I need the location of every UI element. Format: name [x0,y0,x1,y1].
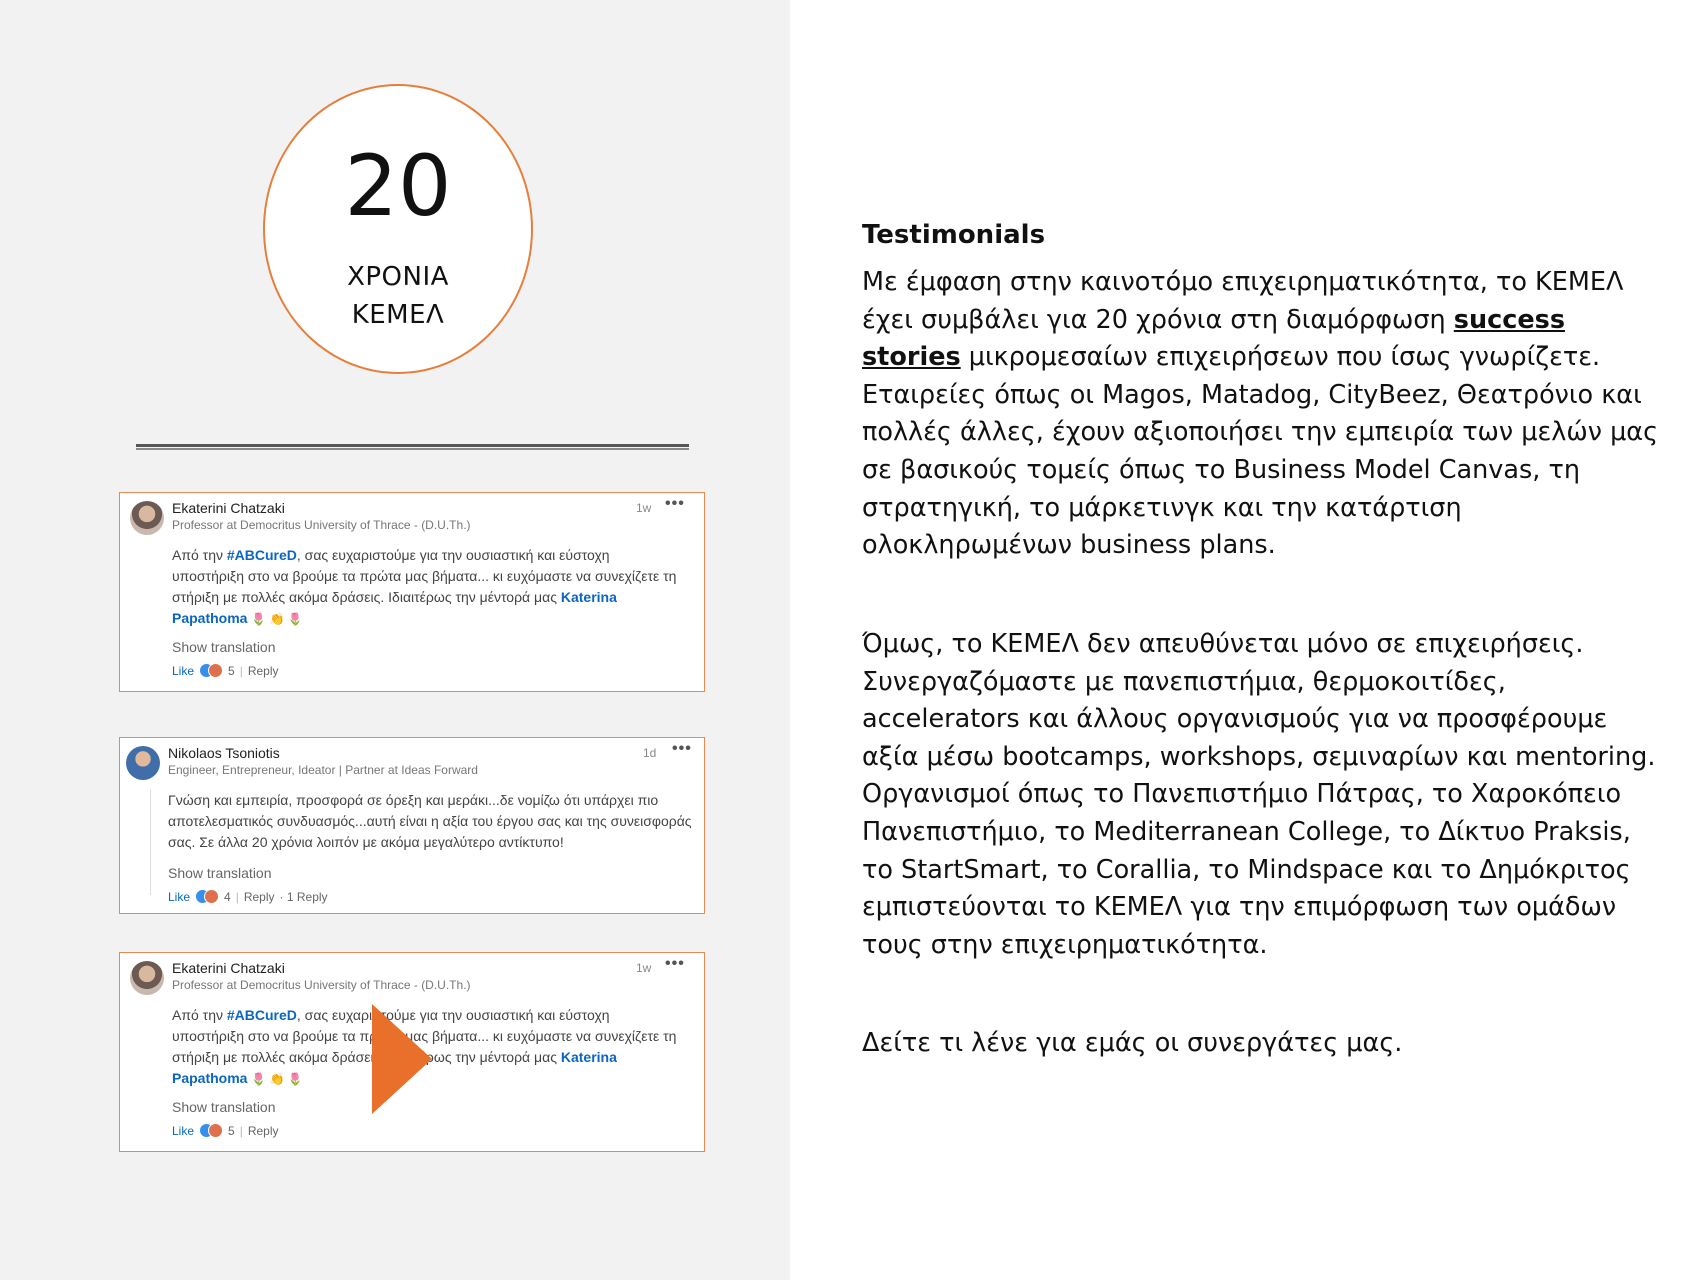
reactions-icon[interactable] [199,1123,223,1138]
reply-button[interactable]: Reply [247,663,279,678]
reaction-count[interactable]: 5 [228,663,235,678]
comment-text: Γνώση και εμπειρία, προσφορά σε όρεξη και μεράκι...δε νομίζω ότι υπάρχει πιο αποτελεσματικός συνδυασμός...αυτή είναι η αξία του έργου σας και της συνεισφοράς σας. Σε άλλα 20 χρόνια λοιπόν με ακόμα μεγαλύτερο αντίκτυπο! [168,792,692,850]
closing-paragraph: Δείτε τι λένε για εμάς οι συνεργάτες μας. [862,1028,1403,1058]
reactions-icon[interactable] [199,663,223,678]
comment-actions [172,1123,279,1138]
more-options-icon[interactable]: ••• [665,955,685,972]
reaction-count[interactable]: 4 [224,889,231,904]
partners-paragraph: Όμως, το ΚΕΜΕΛ δεν απευθύνεται μόνο σε επιχειρήσεις. Συνεργαζόμαστε με πανεπιστήμια, θερμοκοιτίδες, accelerators και άλλους οργανισμούς για να προσφέρουμε αξία μέσω bootcamps, workshops, σεμιναρίων και mentoring. Οργανισμοί όπως το Πανεπιστήμιο Πάτρας, το Χαροκόπειο Πανεπιστήμιο, το Mediterranean College, το Δίκτυο Praksis, το StartSmart, το Corallia, το Mindspace και το Δημόκριτος εμπιστεύονται το ΚΕΜΕΛ για την επιμόρφωση των ομάδων τους στην επιχειρηματικότητα. [862,629,1656,960]
reply-button[interactable]: Reply [243,889,275,904]
hashtag-link[interactable]: #ABCureD [226,1007,297,1023]
reply-button[interactable]: Reply [247,1123,279,1138]
comment-time: 1w [636,961,652,975]
badge-label-org: ΚΕΜΕΛ [351,300,445,330]
show-translation-link[interactable]: Show translation [172,639,276,655]
avatar[interactable] [130,501,164,535]
more-options-icon[interactable]: ••• [672,740,692,757]
comment-text-part: Από την [172,1007,227,1023]
commenter-name[interactable]: Nikolaos Tsoniotis [168,745,280,761]
separator: | [239,1123,243,1138]
show-translation-link[interactable]: Show translation [172,1099,276,1115]
commenter-role: Engineer, Entrepreneur, Ideator | Partner at Ideas Forward [168,763,478,777]
comment-actions [172,663,279,678]
anniversary-badge [263,84,533,374]
like-button[interactable]: Like [172,663,195,678]
left-panel [0,0,790,1280]
badge-label-years: ΧΡΟΝΙΑ [347,262,449,292]
hashtag-link[interactable]: #ABCureD [226,547,297,563]
paragraph-text: Με έμφαση στην καινοτόμο επιχειρηματικότητα, το ΚΕΜΕΛ έχει συμβάλει για 20 χρόνια στη διαμόρφωση [862,267,1624,335]
divider [136,444,689,450]
reactions-icon[interactable] [195,889,219,904]
comment-text-part: , σας ευχαριστούμε για την ουσιαστική και εύστοχη υποστήριξη στο να βρούμε τα πρώτα μας βήματα... κι ευχόμαστε να συνεχίζετε τη στήριξη με πολλές ακόμα δράσεις. Ιδιαιτέρως την μέντορά μας [172,547,677,605]
commenter-name[interactable]: Ekaterini Chatzaki [172,960,285,976]
comment-time: 1w [636,501,652,515]
comment-actions [168,889,328,904]
play-icon[interactable] [372,1004,432,1114]
comment-time: 1d [643,746,657,760]
separator: | [235,889,239,904]
comment-text [172,545,682,630]
commenter-role: Professor at Democritus University of Thrace - (D.U.Th.) [172,518,471,532]
testimonial-card [119,737,705,914]
mention-link[interactable]: Katerina Papathoma [172,1049,617,1086]
like-button[interactable]: Like [168,889,191,904]
more-options-icon[interactable]: ••• [665,495,685,512]
success-stories-link[interactable]: success stories [862,304,1566,373]
paragraph-text: μικρομεσαίων επιχειρήσεων που ίσως γνωρίζετε. Εταιρείες όπως οι Magos, Matadog, CityBeez, Θεατρόνιο και πολλές άλλες, έχουν αξιοποιήσει την εμπειρία των μελών μας σε βασικούς τομείς όπως το Business Model Canvas, τη στρατηγική, το μάρκετινγκ και την κατάρτιση ολοκληρωμένων business plans. [862,342,1659,561]
mention-link[interactable]: Katerina Papathoma [172,589,617,626]
section-heading: Testimonials [862,220,1046,250]
commenter-role: Professor at Democritus University of Thrace - (D.U.Th.) [172,978,471,992]
like-button[interactable]: Like [172,1123,195,1138]
avatar[interactable] [126,746,160,780]
emoji: 🌷 👏 🌷 [251,612,303,626]
avatar[interactable] [130,961,164,995]
separator: | [239,663,243,678]
comment-text-part: Από την [172,547,227,563]
badge-number: 20 [344,137,452,235]
commenter-name[interactable]: Ekaterini Chatzaki [172,500,285,516]
thread-line [150,790,151,895]
reaction-count[interactable]: 5 [228,1123,235,1138]
emoji: 🌷 👏 🌷 [251,1072,303,1086]
replies-count[interactable]: · 1 Reply [279,889,328,904]
comment-text-part: , σας ευχαριστούμε για την ουσιαστική και εύστοχη υποστήριξη στο να βρούμε τα πρώτα μας βήματα... κι ευχόμαστε να συνεχίζετε τη στήριξη με πολλές ακόμα δράσεις. Ιδιαιτέρως την μέντορά μας [172,1007,677,1065]
intro-paragraph [862,264,1662,565]
show-translation-link[interactable]: Show translation [168,865,272,881]
testimonial-card [119,492,705,692]
